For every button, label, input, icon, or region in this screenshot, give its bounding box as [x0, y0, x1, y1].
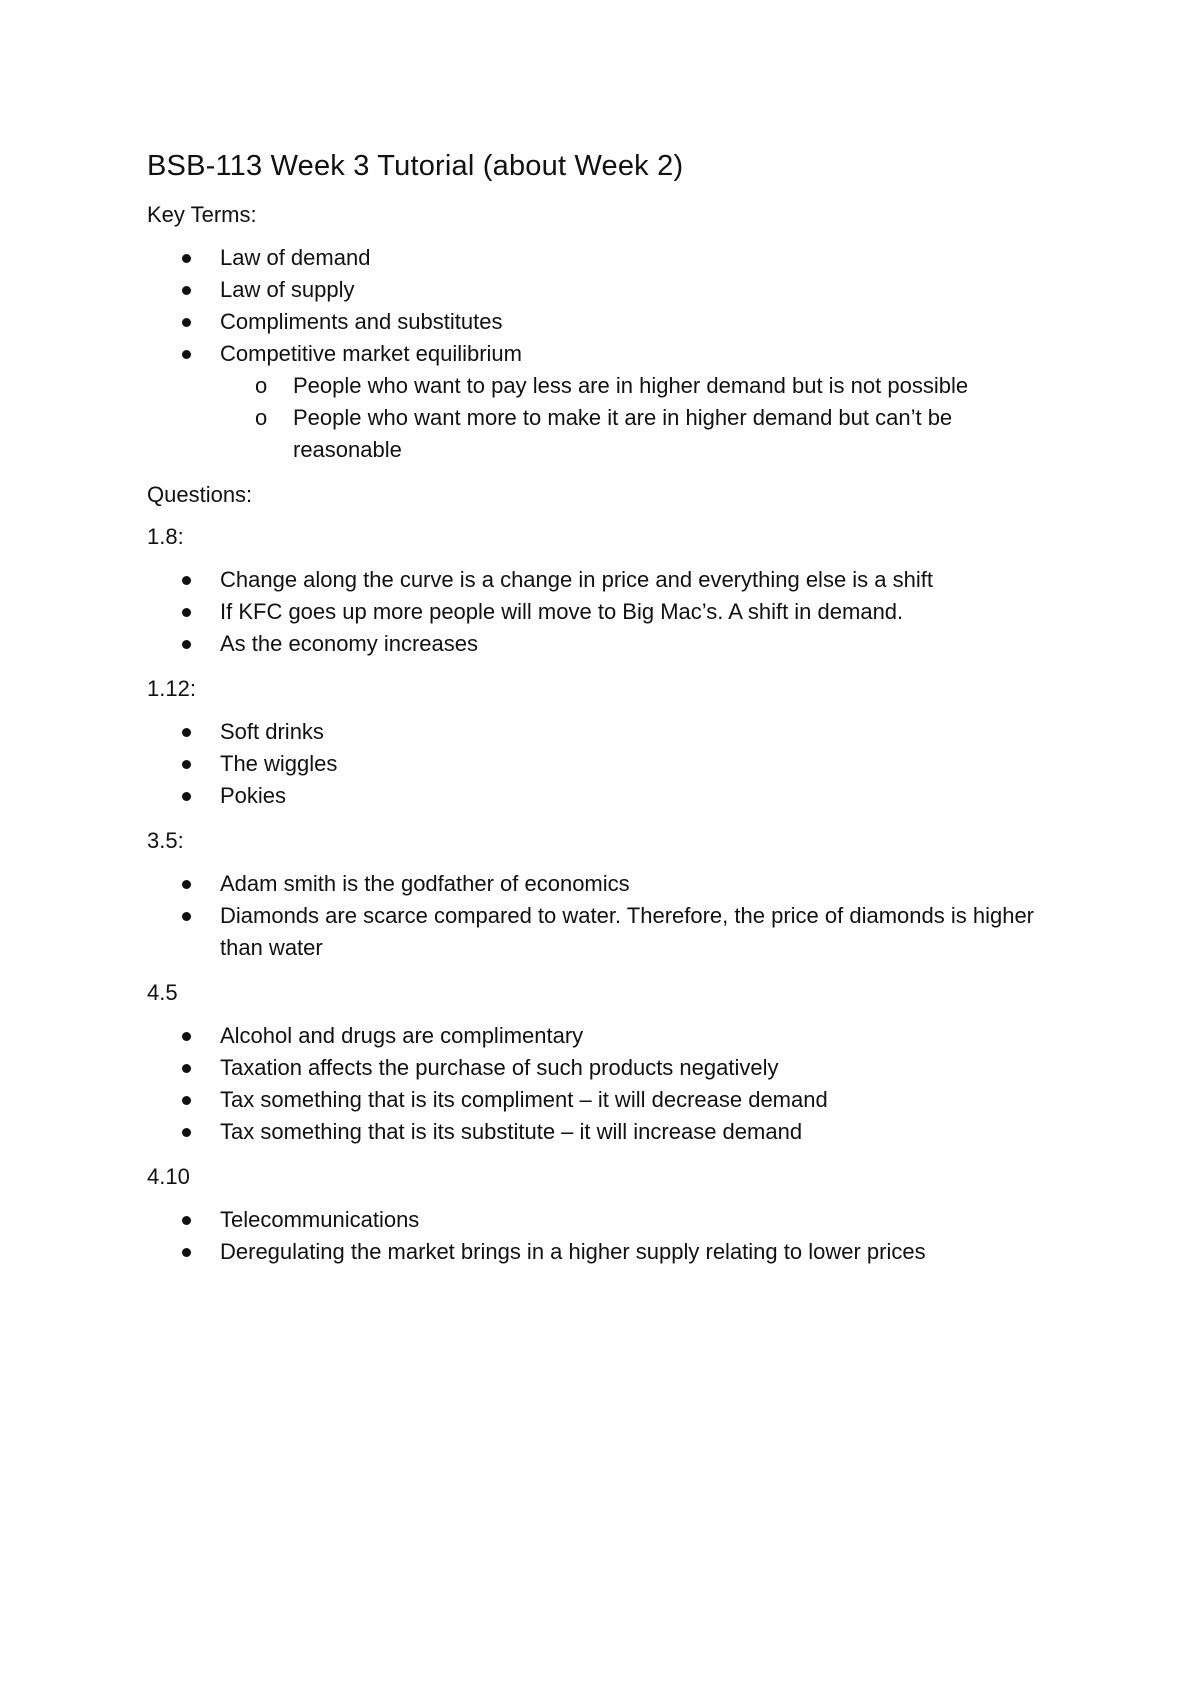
bullet-icon	[182, 760, 191, 769]
list-item	[147, 564, 1067, 596]
bullet-icon	[182, 1064, 191, 1073]
list-item-text: Telecommunications	[220, 1207, 420, 1232]
key-terms-label: Key Terms:	[147, 202, 257, 227]
bullet-icon	[182, 912, 191, 921]
list-item-text: Deregulating the market brings in a higher supply relating to lower prices	[220, 1239, 926, 1264]
document-body	[147, 146, 1067, 1282]
list-item	[147, 1084, 1067, 1116]
bullet-icon	[182, 350, 191, 359]
bullet-icon	[182, 728, 191, 737]
list-item	[147, 338, 1067, 466]
bullet-icon	[182, 1128, 191, 1137]
list-item-text: Pokies	[220, 783, 287, 808]
bullet-icon	[182, 1096, 191, 1105]
bullet-icon	[182, 608, 191, 617]
question-list-3-5	[147, 868, 1067, 964]
list-item	[147, 716, 1067, 748]
list-item-text: As the economy increases	[220, 631, 479, 656]
list-item-text: Tax something that is its compliment – it will decrease demand	[220, 1087, 828, 1112]
sub-list-item	[220, 370, 1067, 402]
question-label-3-5: 3.5:	[147, 828, 184, 853]
list-item-text: Adam smith is the godfather of economics	[220, 871, 630, 896]
question-list-4-5	[147, 1020, 1067, 1148]
list-item	[147, 1052, 1067, 1084]
list-item	[147, 1236, 1067, 1268]
sub-list-item	[220, 402, 1067, 466]
bullet-icon	[182, 640, 191, 649]
list-item	[147, 1020, 1067, 1052]
list-item-text: Law of supply	[220, 277, 355, 302]
bullet-icon	[182, 576, 191, 585]
list-item	[147, 1204, 1067, 1236]
bullet-icon	[182, 1216, 191, 1225]
list-item	[147, 868, 1067, 900]
bullet-icon	[182, 1032, 191, 1041]
list-item	[147, 628, 1067, 660]
bullet-icon	[182, 286, 191, 295]
bullet-icon	[182, 1248, 191, 1257]
bullet-icon	[182, 792, 191, 801]
list-item	[147, 242, 1067, 274]
key-terms-list	[147, 242, 1067, 466]
question-label-4-10: 4.10	[147, 1164, 190, 1189]
questions-label: Questions:	[147, 482, 253, 507]
bullet-icon	[182, 254, 191, 263]
list-item	[147, 748, 1067, 780]
list-item-text: Alcohol and drugs are complimentary	[220, 1023, 584, 1048]
list-item-text: If KFC goes up more people will move to Big Mac’s. A shift in demand.	[220, 599, 904, 624]
list-item	[147, 900, 1067, 964]
list-item	[147, 596, 1067, 628]
sub-list-item-text: People who want more to make it are in higher demand but can’t be reasonable	[293, 405, 953, 462]
list-item-text: Law of demand	[220, 245, 371, 270]
list-item-text: Diamonds are scarce compared to water. Therefore, the price of diamonds is higher than water	[220, 903, 1034, 960]
question-list-1-12	[147, 716, 1067, 812]
list-item	[147, 1116, 1067, 1148]
list-item-text: Compliments and substitutes	[220, 309, 503, 334]
bullet-icon	[182, 318, 191, 327]
list-item-text: Change along the curve is a change in price and everything else is a shift	[220, 567, 933, 592]
list-item-text: Soft drinks	[220, 719, 324, 744]
circle-bullet-icon: o	[255, 405, 268, 430]
circle-bullet-icon: o	[255, 373, 268, 398]
list-item-text: The wiggles	[220, 751, 338, 776]
sub-list-item-text: People who want to pay less are in higher demand but is not possible	[293, 373, 969, 398]
sub-list	[220, 370, 1067, 466]
list-item-text: Tax something that is its substitute – it will increase demand	[220, 1119, 803, 1144]
list-item	[147, 306, 1067, 338]
list-item	[147, 780, 1067, 812]
question-list-1-8	[147, 564, 1067, 660]
question-label-1-8: 1.8:	[147, 524, 184, 549]
question-label-1-12: 1.12:	[147, 676, 196, 701]
list-item-text: Taxation affects the purchase of such products negatively	[220, 1055, 779, 1080]
question-label-4-5: 4.5	[147, 980, 178, 1005]
list-item-text: Competitive market equilibrium	[220, 341, 522, 366]
list-item	[147, 274, 1067, 306]
question-list-4-10	[147, 1204, 1067, 1268]
bullet-icon	[182, 880, 191, 889]
document-title: BSB-113 Week 3 Tutorial (about Week 2)	[147, 150, 684, 182]
